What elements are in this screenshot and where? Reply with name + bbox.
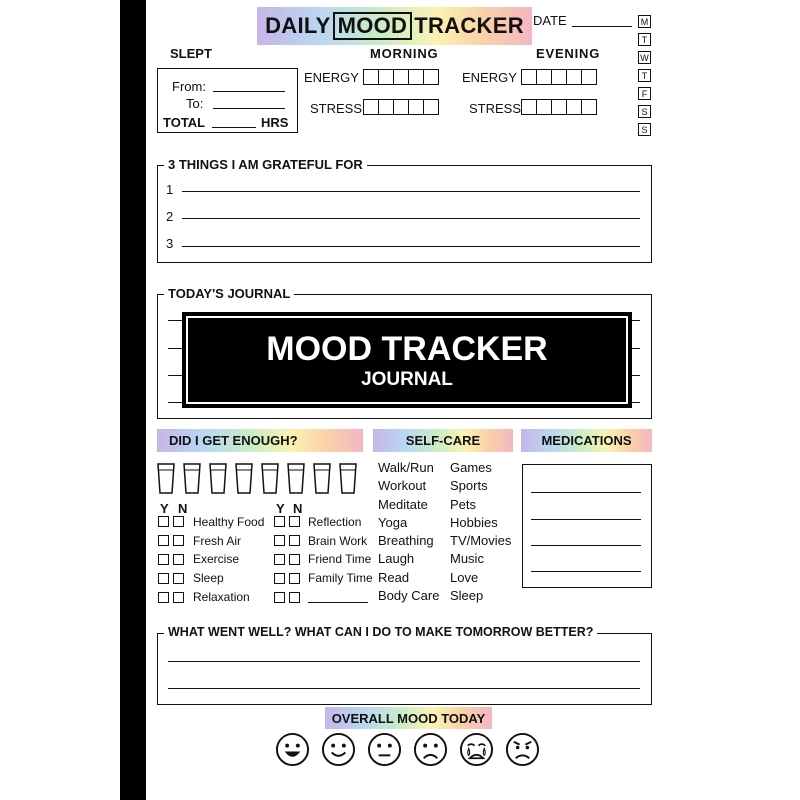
enough-item-label: Exercise bbox=[193, 552, 240, 567]
journal-title: TODAY'S JOURNAL bbox=[164, 286, 294, 301]
yes-checkbox[interactable] bbox=[158, 516, 169, 527]
slept-heading: SLEPT bbox=[170, 46, 212, 61]
morning-stress-scale[interactable] bbox=[363, 99, 439, 115]
medications-title: MEDICATIONS bbox=[541, 433, 632, 448]
morning-stress-label: STRESS bbox=[310, 101, 363, 116]
title-word-tracker: TRACKER bbox=[414, 13, 524, 38]
selfcare-item: Sports bbox=[450, 478, 488, 494]
selfcare-column-1 bbox=[378, 459, 439, 605]
water-glass-icon[interactable] bbox=[234, 462, 254, 495]
list-item bbox=[158, 534, 264, 547]
went-well-title: WHAT WENT WELL? WHAT CAN I DO TO MAKE TOMORROW BETTER? bbox=[164, 625, 597, 639]
neutral-face-icon[interactable] bbox=[367, 732, 402, 767]
medication-line-1[interactable] bbox=[531, 492, 641, 493]
no-checkbox[interactable] bbox=[289, 535, 300, 546]
day-box-thursday[interactable]: T bbox=[638, 69, 651, 82]
medication-line-4[interactable] bbox=[531, 571, 641, 572]
journal-banner bbox=[182, 312, 632, 408]
no-checkbox[interactable] bbox=[173, 516, 184, 527]
enough-item-label: Relaxation bbox=[193, 590, 250, 605]
book-spine bbox=[120, 0, 146, 800]
selfcare-column-2 bbox=[450, 459, 511, 605]
sleep-from-line[interactable] bbox=[213, 91, 285, 92]
evening-energy-label: ENERGY bbox=[462, 70, 517, 85]
yes-checkbox[interactable] bbox=[158, 554, 169, 565]
list-item bbox=[274, 553, 373, 566]
enough-item-label: Sleep bbox=[193, 571, 224, 586]
no-checkbox[interactable] bbox=[173, 535, 184, 546]
selfcare-item: TV/Movies bbox=[450, 533, 512, 549]
yes-checkbox[interactable] bbox=[274, 592, 285, 603]
selfcare-title: SELF-CARE bbox=[405, 433, 481, 448]
selfcare-item: Read bbox=[378, 569, 410, 585]
day-box-wednesday[interactable]: W bbox=[638, 51, 651, 64]
enough-list-left bbox=[158, 515, 264, 604]
no-checkbox[interactable] bbox=[289, 592, 300, 603]
selfcare-item: Sleep bbox=[450, 588, 484, 604]
yes-checkbox[interactable] bbox=[274, 516, 285, 527]
enough-header bbox=[157, 429, 363, 452]
yes-checkbox[interactable] bbox=[158, 592, 169, 603]
yn-y-label-right: Y bbox=[276, 501, 285, 516]
medications-header bbox=[521, 429, 652, 452]
selfcare-item: Love bbox=[450, 569, 479, 585]
grateful-number-1: 1 bbox=[166, 182, 174, 197]
list-item bbox=[158, 572, 264, 585]
title-word-daily: DAILY bbox=[265, 13, 331, 38]
selfcare-item: Yoga bbox=[378, 514, 408, 530]
banner-title: MOOD TRACKER bbox=[266, 330, 548, 368]
selfcare-item: Breathing bbox=[378, 533, 434, 549]
enough-list-right bbox=[274, 515, 373, 604]
medication-line-3[interactable] bbox=[531, 545, 641, 546]
sleep-to-label: To: bbox=[186, 96, 204, 111]
very-happy-face-icon[interactable] bbox=[275, 732, 310, 767]
evening-heading: EVENING bbox=[536, 46, 601, 61]
grateful-line-1[interactable] bbox=[182, 191, 640, 192]
list-item bbox=[274, 515, 373, 528]
list-item bbox=[274, 591, 373, 604]
sad-face-icon[interactable] bbox=[413, 732, 448, 767]
yn-n-label-right: N bbox=[293, 501, 303, 516]
water-glasses bbox=[156, 462, 358, 495]
water-glass-icon[interactable] bbox=[182, 462, 202, 495]
medication-line-2[interactable] bbox=[531, 519, 641, 520]
selfcare-item: Pets bbox=[450, 496, 477, 512]
list-item bbox=[158, 515, 264, 528]
list-item bbox=[274, 572, 373, 585]
morning-heading: MORNING bbox=[370, 46, 439, 61]
yes-checkbox[interactable] bbox=[274, 535, 285, 546]
selfcare-item: Music bbox=[450, 551, 484, 567]
selfcare-item: Laugh bbox=[378, 551, 415, 567]
evening-energy-scale[interactable] bbox=[521, 69, 597, 85]
day-box-tuesday[interactable]: T bbox=[638, 33, 651, 46]
overall-mood-title: OVERALL MOOD TODAY bbox=[331, 710, 486, 726]
selfcare-item: Walk/Run bbox=[378, 460, 434, 475]
weekday-boxes bbox=[638, 15, 651, 136]
went-well-line-2[interactable] bbox=[168, 688, 640, 689]
happy-face-icon[interactable] bbox=[321, 732, 356, 767]
water-glass-icon[interactable] bbox=[338, 462, 358, 495]
sleep-from-label: From: bbox=[172, 79, 206, 94]
selfcare-item: Hobbies bbox=[450, 514, 498, 530]
water-glass-icon[interactable] bbox=[312, 462, 332, 495]
page-title bbox=[257, 7, 532, 45]
enough-item-label: Reflection bbox=[308, 514, 362, 529]
grateful-title: 3 THINGS I AM GRATEFUL FOR bbox=[164, 157, 367, 172]
grateful-number-2: 2 bbox=[166, 209, 174, 224]
sleep-total-line[interactable] bbox=[212, 127, 256, 128]
grateful-section bbox=[157, 157, 652, 263]
water-glass-icon[interactable] bbox=[260, 462, 280, 495]
yes-checkbox[interactable] bbox=[274, 573, 285, 584]
yn-n-label-left: N bbox=[178, 501, 188, 516]
enough-item-label: Friend Time bbox=[308, 552, 372, 567]
selfcare-item: Body Care bbox=[378, 588, 440, 604]
enough-item-label: Family Time bbox=[308, 571, 373, 586]
sleep-box bbox=[157, 68, 298, 133]
date-line[interactable] bbox=[572, 26, 632, 27]
list-item bbox=[274, 534, 373, 547]
morning-energy-scale[interactable] bbox=[363, 69, 439, 85]
title-word-mood: MOOD bbox=[333, 12, 413, 40]
enough-item-label: Fresh Air bbox=[193, 533, 242, 548]
sleep-hrs-label: HRS bbox=[261, 115, 289, 130]
evening-stress-scale[interactable] bbox=[521, 99, 597, 115]
enough-item-label: Brain Work bbox=[308, 533, 368, 548]
sleep-total-label: TOTAL bbox=[163, 115, 206, 130]
selfcare-item: Workout bbox=[378, 478, 427, 494]
crying-face-icon[interactable] bbox=[459, 732, 494, 767]
day-box-friday[interactable]: F bbox=[638, 87, 651, 100]
no-checkbox[interactable] bbox=[289, 554, 300, 565]
went-well-section bbox=[157, 625, 652, 705]
yn-y-label-left: Y bbox=[160, 501, 169, 516]
yes-checkbox[interactable] bbox=[274, 554, 285, 565]
went-well-line-1[interactable] bbox=[168, 661, 640, 662]
angry-face-icon[interactable] bbox=[505, 732, 540, 767]
morning-energy-label: ENERGY bbox=[304, 70, 359, 85]
custom-item-line[interactable] bbox=[308, 591, 368, 603]
medications-box bbox=[522, 464, 652, 588]
banner-subtitle: JOURNAL bbox=[361, 369, 453, 390]
selfcare-header bbox=[373, 429, 513, 452]
evening-stress-label: STRESS bbox=[469, 101, 522, 116]
yes-checkbox[interactable] bbox=[158, 535, 169, 546]
list-item bbox=[158, 591, 264, 604]
yes-checkbox[interactable] bbox=[158, 573, 169, 584]
no-checkbox[interactable] bbox=[173, 592, 184, 603]
selfcare-item: Games bbox=[450, 460, 492, 475]
list-item bbox=[158, 553, 264, 566]
day-box-saturday[interactable]: S bbox=[638, 105, 651, 118]
day-box-sunday[interactable]: S bbox=[638, 123, 651, 136]
overall-mood-header bbox=[325, 707, 492, 729]
date-label: DATE bbox=[533, 13, 567, 28]
selfcare-item: Meditate bbox=[378, 496, 428, 512]
day-box-monday[interactable]: M bbox=[638, 15, 651, 28]
journal-section bbox=[157, 286, 652, 419]
water-glass-icon[interactable] bbox=[286, 462, 306, 495]
grateful-number-3: 3 bbox=[166, 236, 174, 251]
grateful-line-2[interactable] bbox=[182, 218, 640, 219]
water-glass-icon[interactable] bbox=[208, 462, 228, 495]
sleep-to-line[interactable] bbox=[213, 108, 285, 109]
mood-faces bbox=[275, 732, 540, 767]
water-glass-icon[interactable] bbox=[156, 462, 176, 495]
no-checkbox[interactable] bbox=[173, 554, 184, 565]
enough-title: DID I GET ENOUGH? bbox=[169, 433, 298, 448]
no-checkbox[interactable] bbox=[289, 573, 300, 584]
grateful-line-3[interactable] bbox=[182, 246, 640, 247]
no-checkbox[interactable] bbox=[173, 573, 184, 584]
no-checkbox[interactable] bbox=[289, 516, 300, 527]
enough-item-label: Healthy Food bbox=[193, 514, 265, 529]
